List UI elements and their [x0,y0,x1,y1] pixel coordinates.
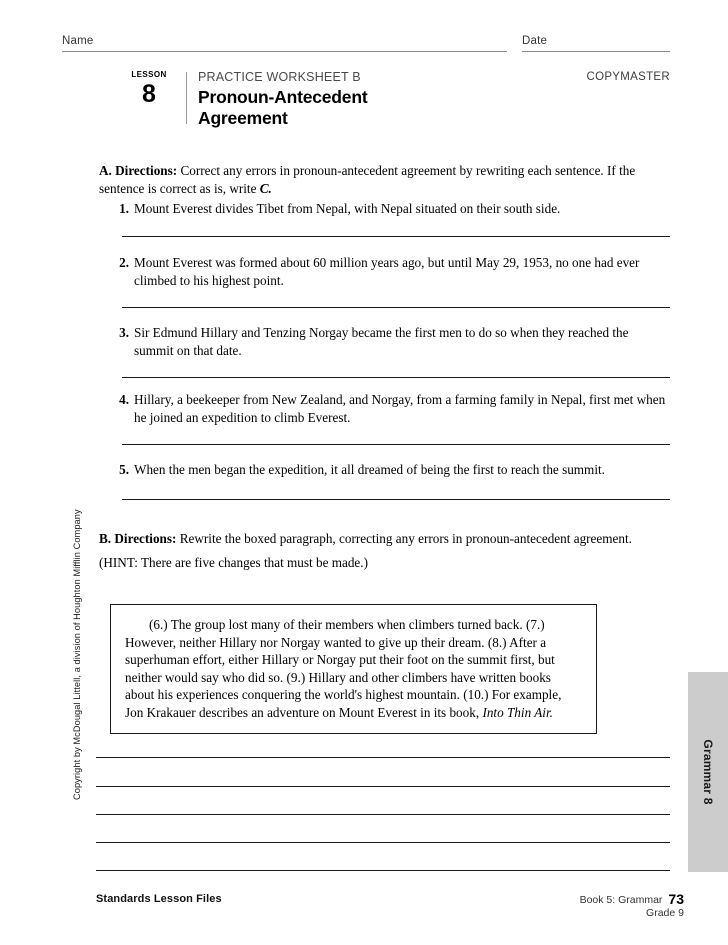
section-tab-label: Grammar 8 [701,739,715,805]
footer-series-title: Standards Lesson Files [96,893,222,905]
answer-line-5[interactable] [122,499,670,500]
book-title-period: . [549,704,553,720]
part-a-letter: A. [99,163,112,178]
item-3-number: 3. [119,325,129,340]
item-4-text: Hillary, a beekeeper from New Zealand, and Norgay, from a farming family in Nepal, first met when he joined an expedition to climb Everest. [134,392,666,425]
title-texts [198,70,528,128]
sentence-6: (6.) The group lost many of their members when climbers turned back. [149,617,523,632]
worksheet-kicker: PRACTICE WORKSHEET B [198,70,361,84]
page-title-line2: Agreement [198,107,288,128]
date-field[interactable] [522,31,670,52]
part-a-directions-label: Directions: [115,163,178,178]
name-field[interactable] [62,31,507,52]
copyright-notice [58,500,82,800]
title-divider [186,72,187,124]
sentence-7: (7.) However, neither Hillary nor Norgay wanted to give up their dream. [125,617,545,650]
write-line-1[interactable] [96,757,670,758]
page-number: 73 [668,891,684,907]
name-date-header [62,30,670,52]
lesson-word: LESSON [131,70,167,79]
item-3-text: Sir Edmund Hillary and Tenzing Norgay became the first men to do so when they reached the summit on that date. [134,325,629,358]
book-title: Into Thin Air [482,704,550,720]
page-title [198,87,528,128]
lesson-number: 8 [142,80,156,108]
answer-line-2[interactable] [122,307,670,308]
part-b-directions [99,530,679,571]
part-b-hint: (HINT: There are five changes that must be made.) [99,554,368,570]
answer-line-3[interactable] [122,377,670,378]
section-tab [688,672,728,872]
item-1 [111,200,671,218]
answer-line-1[interactable] [122,236,670,237]
item-2-number: 2. [119,255,129,270]
part-a-directions-text: Correct any errors in pronoun-antecedent agreement by rewriting each sentence. If the sentence is correct as is, write [99,163,636,196]
boxed-paragraph [110,604,597,734]
name-label: Name [62,35,94,47]
item-2 [111,254,671,289]
lesson-badge [118,70,180,107]
part-b-letter: B. [99,531,112,546]
date-label: Date [522,35,548,47]
item-1-number: 1. [119,201,129,216]
item-2-text: Mount Everest was formed about 60 million years ago, but until May 29, 1953, no one had ever climbed to his highest point. [134,255,640,288]
item-5-text: When the men began the expedition, it all dreamed of being the first to reach the summit. [134,462,605,477]
part-b-directions-label: Directions: [114,531,177,546]
part-a-directions [99,162,679,197]
copyright-text: Copyright by McDougal Littell, a division of Houghton Mifflin Company [72,509,82,800]
sentence-8: (8.) After a superhuman effort, either Hillary or Norgay put their foot on the summit first, but neither would say who did so. [125,634,555,685]
part-b-directions-text: Rewrite the boxed paragraph, correcting any errors in pronoun-antecedent agreement. [179,531,632,546]
write-line-5[interactable] [96,870,670,871]
page-title-line1: Pronoun-Antecedent [198,87,368,107]
write-line-3[interactable] [96,814,670,815]
footer-grade: Grade 9 [646,907,684,919]
write-line-2[interactable] [96,786,670,787]
answer-line-4[interactable] [122,444,670,445]
item-1-text: Mount Everest divides Tibet from Nepal, with Nepal situated on their south side. [134,201,561,216]
footer-book: Book 5: Grammar [579,894,663,906]
item-4 [111,391,671,426]
sentence-10-before-title: (10.) For example, Jon Krakauer describes an adventure on Mount Everest in its book, [125,687,562,720]
write-line-4[interactable] [96,842,670,843]
item-5-number: 5. [119,462,129,477]
sentence-9: (9.) Hillary and other climbers have written books about his experiences conquering the world's highest mountain. [125,669,551,703]
copymaster-label: COPYMASTER [586,71,670,83]
lesson-title-block [118,70,670,138]
item-3 [111,324,671,359]
item-4-number: 4. [119,392,129,407]
item-5 [111,461,671,479]
footer-book-info [580,893,684,920]
part-a-directions-tail: C. [259,180,272,196]
